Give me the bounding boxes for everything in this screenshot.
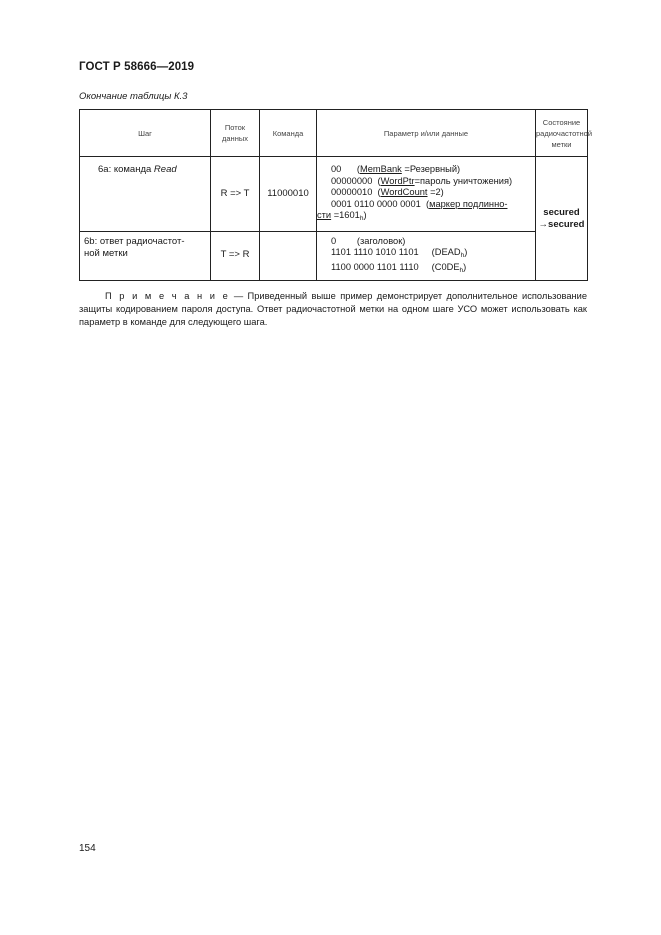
param-code: 0001 0110 0000 0001	[331, 198, 421, 209]
flow-cell: R => T	[211, 157, 260, 232]
document-header: ГОСТ Р 58666—2019	[79, 61, 195, 73]
param-code: 00000000	[331, 175, 373, 186]
step-cell	[80, 231, 211, 281]
param-name: MemBank	[359, 164, 402, 174]
param-subscript: h	[459, 266, 464, 274]
header-command: Команда	[260, 110, 317, 157]
param-name: маркер подлинно-	[429, 198, 508, 209]
param-desc: (заголовок)	[356, 235, 406, 246]
step-text: 6b: ответ радиочастот-	[84, 235, 185, 247]
param-code: 00000010	[331, 187, 373, 197]
table-row	[80, 157, 588, 232]
step-text: ной метки	[84, 247, 128, 259]
param-rest: =Резервный)	[401, 164, 461, 174]
param-code: 0	[331, 235, 337, 246]
state-cell	[536, 157, 588, 281]
param-subscript: h	[359, 215, 364, 222]
step-cell	[80, 157, 211, 232]
command-cell	[260, 231, 317, 281]
data-table	[79, 109, 593, 281]
table-caption: Окончание таблицы К.3	[79, 91, 188, 102]
step-italic: Read	[153, 164, 177, 175]
param-desc: DEAD	[434, 247, 461, 257]
note-lead: П р и м е ч а н и е	[105, 291, 230, 301]
param-line: 00 (MemBank =Резервный)	[331, 164, 461, 174]
param-line: сти $=1601_h$)	[317, 210, 367, 222]
param-name: WordCount	[380, 187, 428, 197]
flow-cell	[211, 231, 260, 281]
param-code: 1101 1110 1010 1101	[331, 247, 419, 257]
param-line: 00000000 (WordPtr=пароль уничтожения)	[331, 175, 513, 186]
param-cell	[317, 157, 536, 232]
page-number: 154	[79, 843, 96, 854]
param-cell	[317, 231, 536, 281]
state-from: secured	[543, 206, 580, 218]
param-line: 0001 0110 0000 0001 (маркер подлинно-	[331, 198, 508, 209]
param-subscript: h	[460, 252, 465, 259]
header-state: Состояние радиочастотной метки	[536, 110, 588, 157]
command-cell: 11000010	[260, 157, 317, 232]
state-to: →secured	[538, 218, 585, 230]
param-rest: =пароль уничтожения)	[414, 175, 513, 186]
param-desc: C0DE	[434, 261, 460, 272]
header-step: Шаг	[80, 110, 211, 157]
param-line: 1100 0000 1101 1110 $(C0DE_h)$	[331, 261, 467, 274]
note-paragraph	[79, 290, 587, 329]
step-prefix: 6а: команда	[98, 164, 154, 175]
param-name: сти	[317, 210, 332, 220]
param-rest: =2)	[427, 187, 444, 197]
param-value: =1601	[331, 210, 360, 220]
param-code: 1100 0000 1101 1110	[331, 261, 419, 272]
param-line: 1101 1110 1010 1101 $(DEAD_h)$	[331, 247, 468, 259]
param-code: 00	[331, 164, 342, 174]
header-params: Параметр и/или данные	[317, 110, 536, 157]
param-line: 00000010 (WordCount =2)	[331, 187, 444, 197]
param-name: WordPtr	[380, 175, 415, 186]
table-header-row	[80, 110, 588, 157]
table-row	[80, 231, 588, 281]
note-text: — Приведенный выше пример демонстрирует дополнительное использование защиты кодированием пароля доступа. Ответ радиочастотной метки на одном шаге УСО может использовать как параметр в команде для следующего шага.	[79, 291, 587, 327]
flow-value: T => R	[220, 248, 250, 260]
param-line	[331, 236, 530, 248]
header-flow: Поток данных	[211, 110, 260, 157]
